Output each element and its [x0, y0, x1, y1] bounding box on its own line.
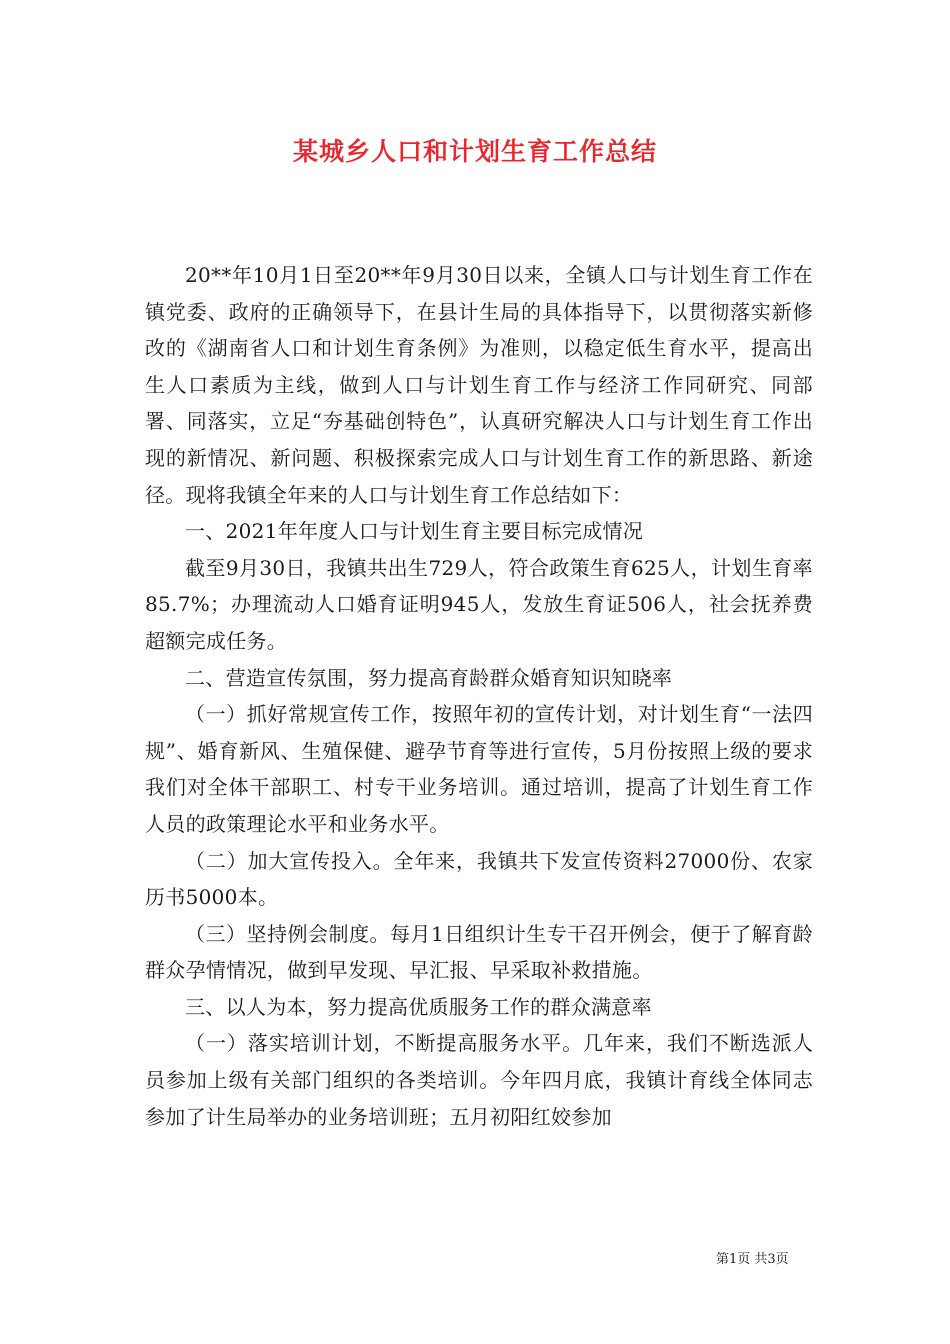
section-heading-2: 二、营造宣传氛围，努力提高育龄群众婚育知识知晓率 [185, 665, 673, 690]
section-heading-1: 一、2021年年度人口与计划生育主要目标完成情况 [185, 519, 644, 544]
paragraph-targets: 截至9月30日，我镇共出生729人，符合政策生育625人，计划生育率85.7%；办理流动人口婚育证明945人，发放生育证506人，社会抚养费超额完成任务。 [145, 555, 813, 653]
paragraph-publicity-2: （二）加大宣传投入。全年来，我镇共下发宣传资料27000份、农家历书5000本。 [145, 848, 813, 910]
paragraph-publicity-3: （三）坚持例会制度。每月1日组织计生专干召开例会，便于了解育龄群众孕情情况，做到早发现、早汇报、早采取补救措施。 [145, 921, 813, 983]
paragraph-publicity-1: （一）抓好常规宣传工作，按照年初的宣传计划，对计划生育“一法四规”、婚育新风、生殖保健、避孕节育等进行宣传，5月份按照上级的要求我们对全体干部职工、村专干业务培训。通过培训，提高了计划生育工作人员的政策理论水平和业务水平。 [145, 702, 813, 836]
document-body [145, 257, 813, 1135]
document-title: 某城乡人口和计划生育工作总结 [292, 137, 657, 166]
paragraph-service-1: （一）落实培训计划，不断提高服务水平。几年来，我们不断选派人员参加上级有关部门组织的各类培训。今年四月底，我镇计育线全体同志参加了计生局举办的业务培训班；五月初阳红姣参加 [145, 1031, 813, 1129]
intro-paragraph: 20**年10月1日至20**年9月30日以来，全镇人口与计划生育工作在镇党委、政府的正确领导下，在县计生局的具体指导下，以贯彻落实新修改的《湖南省人口和计划生育条例》为准则，以稳定低生育水平，提高出生人口素质为主线，做到人口与计划生育工作与经济工作同研究、同部署、同落实，立足“夯基础创特色”，认真研究解决人口与计划生育工作出现的新情况、新问题、积极探索完成人口与计划生育工作的新思路、新途径。现将我镇全年来的人口与计划生育工作总结如下： [145, 263, 813, 507]
section-heading-3: 三、以人为本，努力提高优质服务工作的群众满意率 [185, 994, 652, 1019]
page-number: 第1页 共3页 [716, 1252, 789, 1267]
